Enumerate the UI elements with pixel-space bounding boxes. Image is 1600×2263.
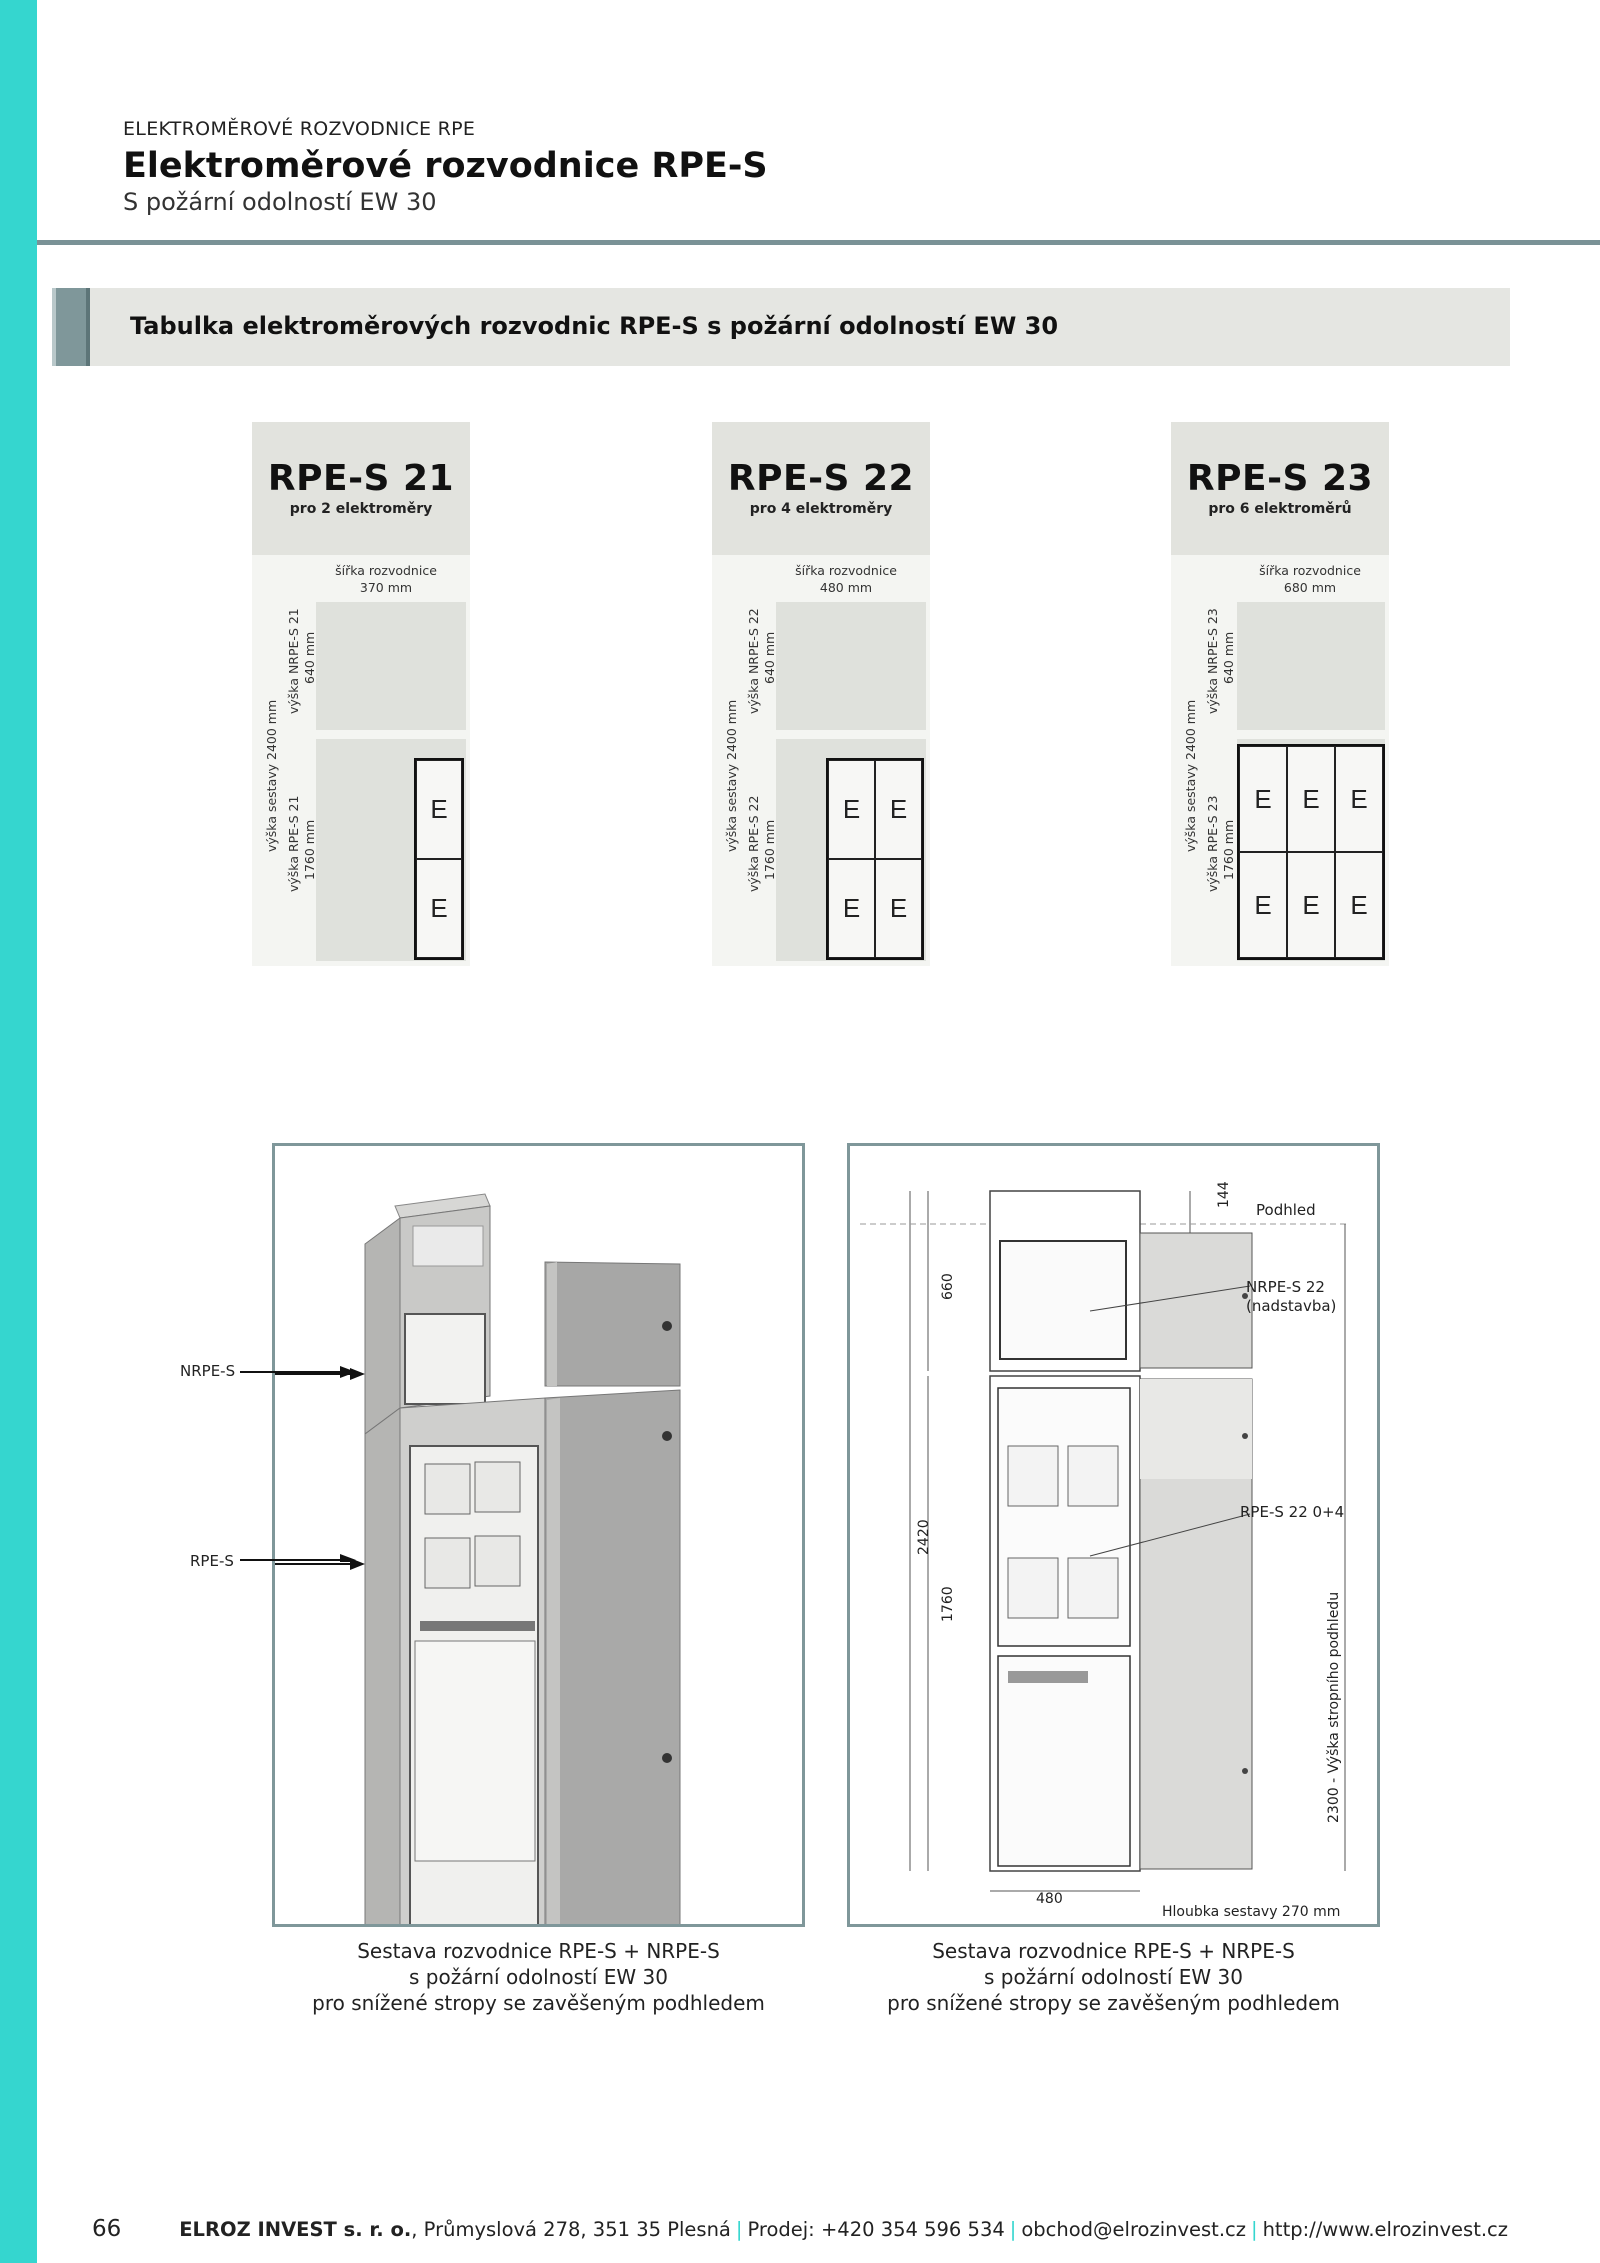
meter-slot: E — [1287, 746, 1335, 852]
meter-slot: E — [416, 859, 462, 958]
meter-slot: E — [416, 760, 462, 859]
footer-sales: Prodej: +420 354 596 534 — [747, 2218, 1005, 2241]
meter-slot: E — [828, 760, 875, 859]
meter-grid — [1237, 744, 1385, 960]
dim-1760: 1760 — [940, 1586, 956, 1622]
nrpe-height-label: výška NRPE-S 23 — [1205, 608, 1220, 714]
meter-slot: E — [1287, 852, 1335, 958]
page-header — [123, 118, 768, 216]
variant-name: RPE-S 22 — [727, 458, 915, 499]
label-nrpe-s-22: NRPE-S 22 — [1246, 1278, 1325, 1296]
label-nadstavba: (nadstavba) — [1246, 1297, 1337, 1315]
label-podhled: Podhled — [1256, 1201, 1316, 1219]
variant-card-header — [252, 422, 470, 555]
dim-144: 144 — [1216, 1181, 1232, 1208]
label-rpe-s-22: RPE-S 22 0+4 — [1240, 1503, 1345, 1521]
dim-660: 660 — [940, 1273, 956, 1300]
rpe-height-value: 1760 mm — [1221, 819, 1236, 880]
meter-grid — [826, 758, 924, 960]
meter-slot: E — [875, 760, 922, 859]
meter-grid — [414, 758, 464, 960]
variant-subtitle: pro 6 elektroměrů — [1208, 501, 1352, 517]
total-height-label: výška sestavy 2400 mm — [1183, 699, 1198, 852]
footer-company: ELROZ INVEST s. r. o. — [179, 2218, 412, 2241]
meter-slot: E — [875, 859, 922, 958]
page-subtitle: S požární odolností EW 30 — [123, 188, 437, 216]
total-height-label: výška sestavy 2400 mm — [264, 699, 279, 852]
side-accent-stripe — [0, 0, 37, 2263]
variant-card-header — [712, 422, 930, 555]
rpe-height-label: výška RPE-S 21 — [286, 795, 301, 892]
nrpe-box — [316, 602, 466, 730]
nrpe-box — [776, 602, 926, 730]
width-label: šířka rozvodnice 480 mm — [795, 563, 897, 595]
footer-address: , Průmyslová 278, 351 35 Plesná — [411, 2218, 731, 2241]
nrpe-height-value: 640 mm — [1221, 631, 1236, 684]
nrpe-height-label: výška NRPE-S 22 — [746, 608, 761, 714]
dim-480: 480 — [1036, 1891, 1063, 1907]
meter-slot: E — [828, 859, 875, 958]
meter-slot: E — [1239, 746, 1287, 852]
variant-subtitle: pro 4 elektroměry — [749, 501, 893, 517]
figure-right-caption: Sestava rozvodnice RPE-S + NRPE-S s požární odolností EW 30 pro snížené stropy se zavěšeným podhledem — [887, 1939, 1340, 2015]
rpe-height-label: výška RPE-S 23 — [1205, 795, 1220, 892]
label-nrpe: NRPE-S — [180, 1362, 236, 1380]
footer-contact: ELROZ INVEST s. r. o., Průmyslová 278, 351 35 Plesná | Prodej: +420 354 596 534 | obchod@elrozinvest.cz | http://www.elrozinvest.cz — [179, 2218, 1508, 2241]
nrpe-height-label: výška NRPE-S 21 — [286, 608, 301, 714]
label-rpe: RPE-S — [190, 1552, 234, 1570]
label-ceiling-height: 2300 - Výška stropního podhledu — [1326, 1591, 1342, 1823]
variant-card-rpe-s-23 — [1171, 422, 1389, 966]
meter-slot: E — [1239, 852, 1287, 958]
total-height-label: výška sestavy 2400 mm — [724, 699, 739, 852]
dim-2420: 2420 — [916, 1519, 932, 1555]
meter-slot: E — [1335, 746, 1383, 852]
variant-subtitle: pro 2 elektroměry — [289, 501, 433, 517]
footer-web-link[interactable]: http://www.elrozinvest.cz — [1262, 2218, 1508, 2241]
section-marker — [52, 288, 90, 366]
variant-card-rpe-s-22 — [712, 422, 930, 966]
label-depth: Hloubka sestavy 270 mm — [1162, 1904, 1341, 1920]
width-label: šířka rozvodnice 370 mm — [335, 563, 437, 595]
width-label: šířka rozvodnice 680 mm — [1259, 563, 1361, 595]
footer-email-link[interactable]: obchod@elrozinvest.cz — [1021, 2218, 1246, 2241]
section-heading-bar — [52, 288, 1510, 366]
rpe-height-value: 1760 mm — [762, 819, 777, 880]
figure-left-caption: Sestava rozvodnice RPE-S + NRPE-S s požární odolností EW 30 pro snížené stropy se zavěšeným podhledem — [312, 1939, 765, 2015]
breadcrumb: ELEKTROMĚROVÉ ROZVODNICE RPE — [123, 118, 476, 140]
variant-card-header — [1171, 422, 1389, 555]
variant-name: RPE-S 23 — [1186, 458, 1374, 499]
header-divider — [37, 240, 1600, 245]
variant-name: RPE-S 21 — [267, 458, 455, 499]
section-title: Tabulka elektroměrových rozvodnic RPE-S s požární odolností EW 30 — [130, 312, 1059, 340]
page-title: Elektroměrové rozvodnice RPE-S — [123, 146, 768, 186]
rpe-height-value: 1760 mm — [302, 819, 317, 880]
nrpe-height-value: 640 mm — [762, 631, 777, 684]
callout-arrows — [240, 1362, 360, 1562]
rpe-height-label: výška RPE-S 22 — [746, 795, 761, 892]
nrpe-height-value: 640 mm — [302, 631, 317, 684]
page-number: 66 — [92, 2216, 122, 2242]
meter-slot: E — [1335, 852, 1383, 958]
variant-card-rpe-s-21 — [252, 422, 470, 966]
nrpe-box — [1237, 602, 1385, 730]
